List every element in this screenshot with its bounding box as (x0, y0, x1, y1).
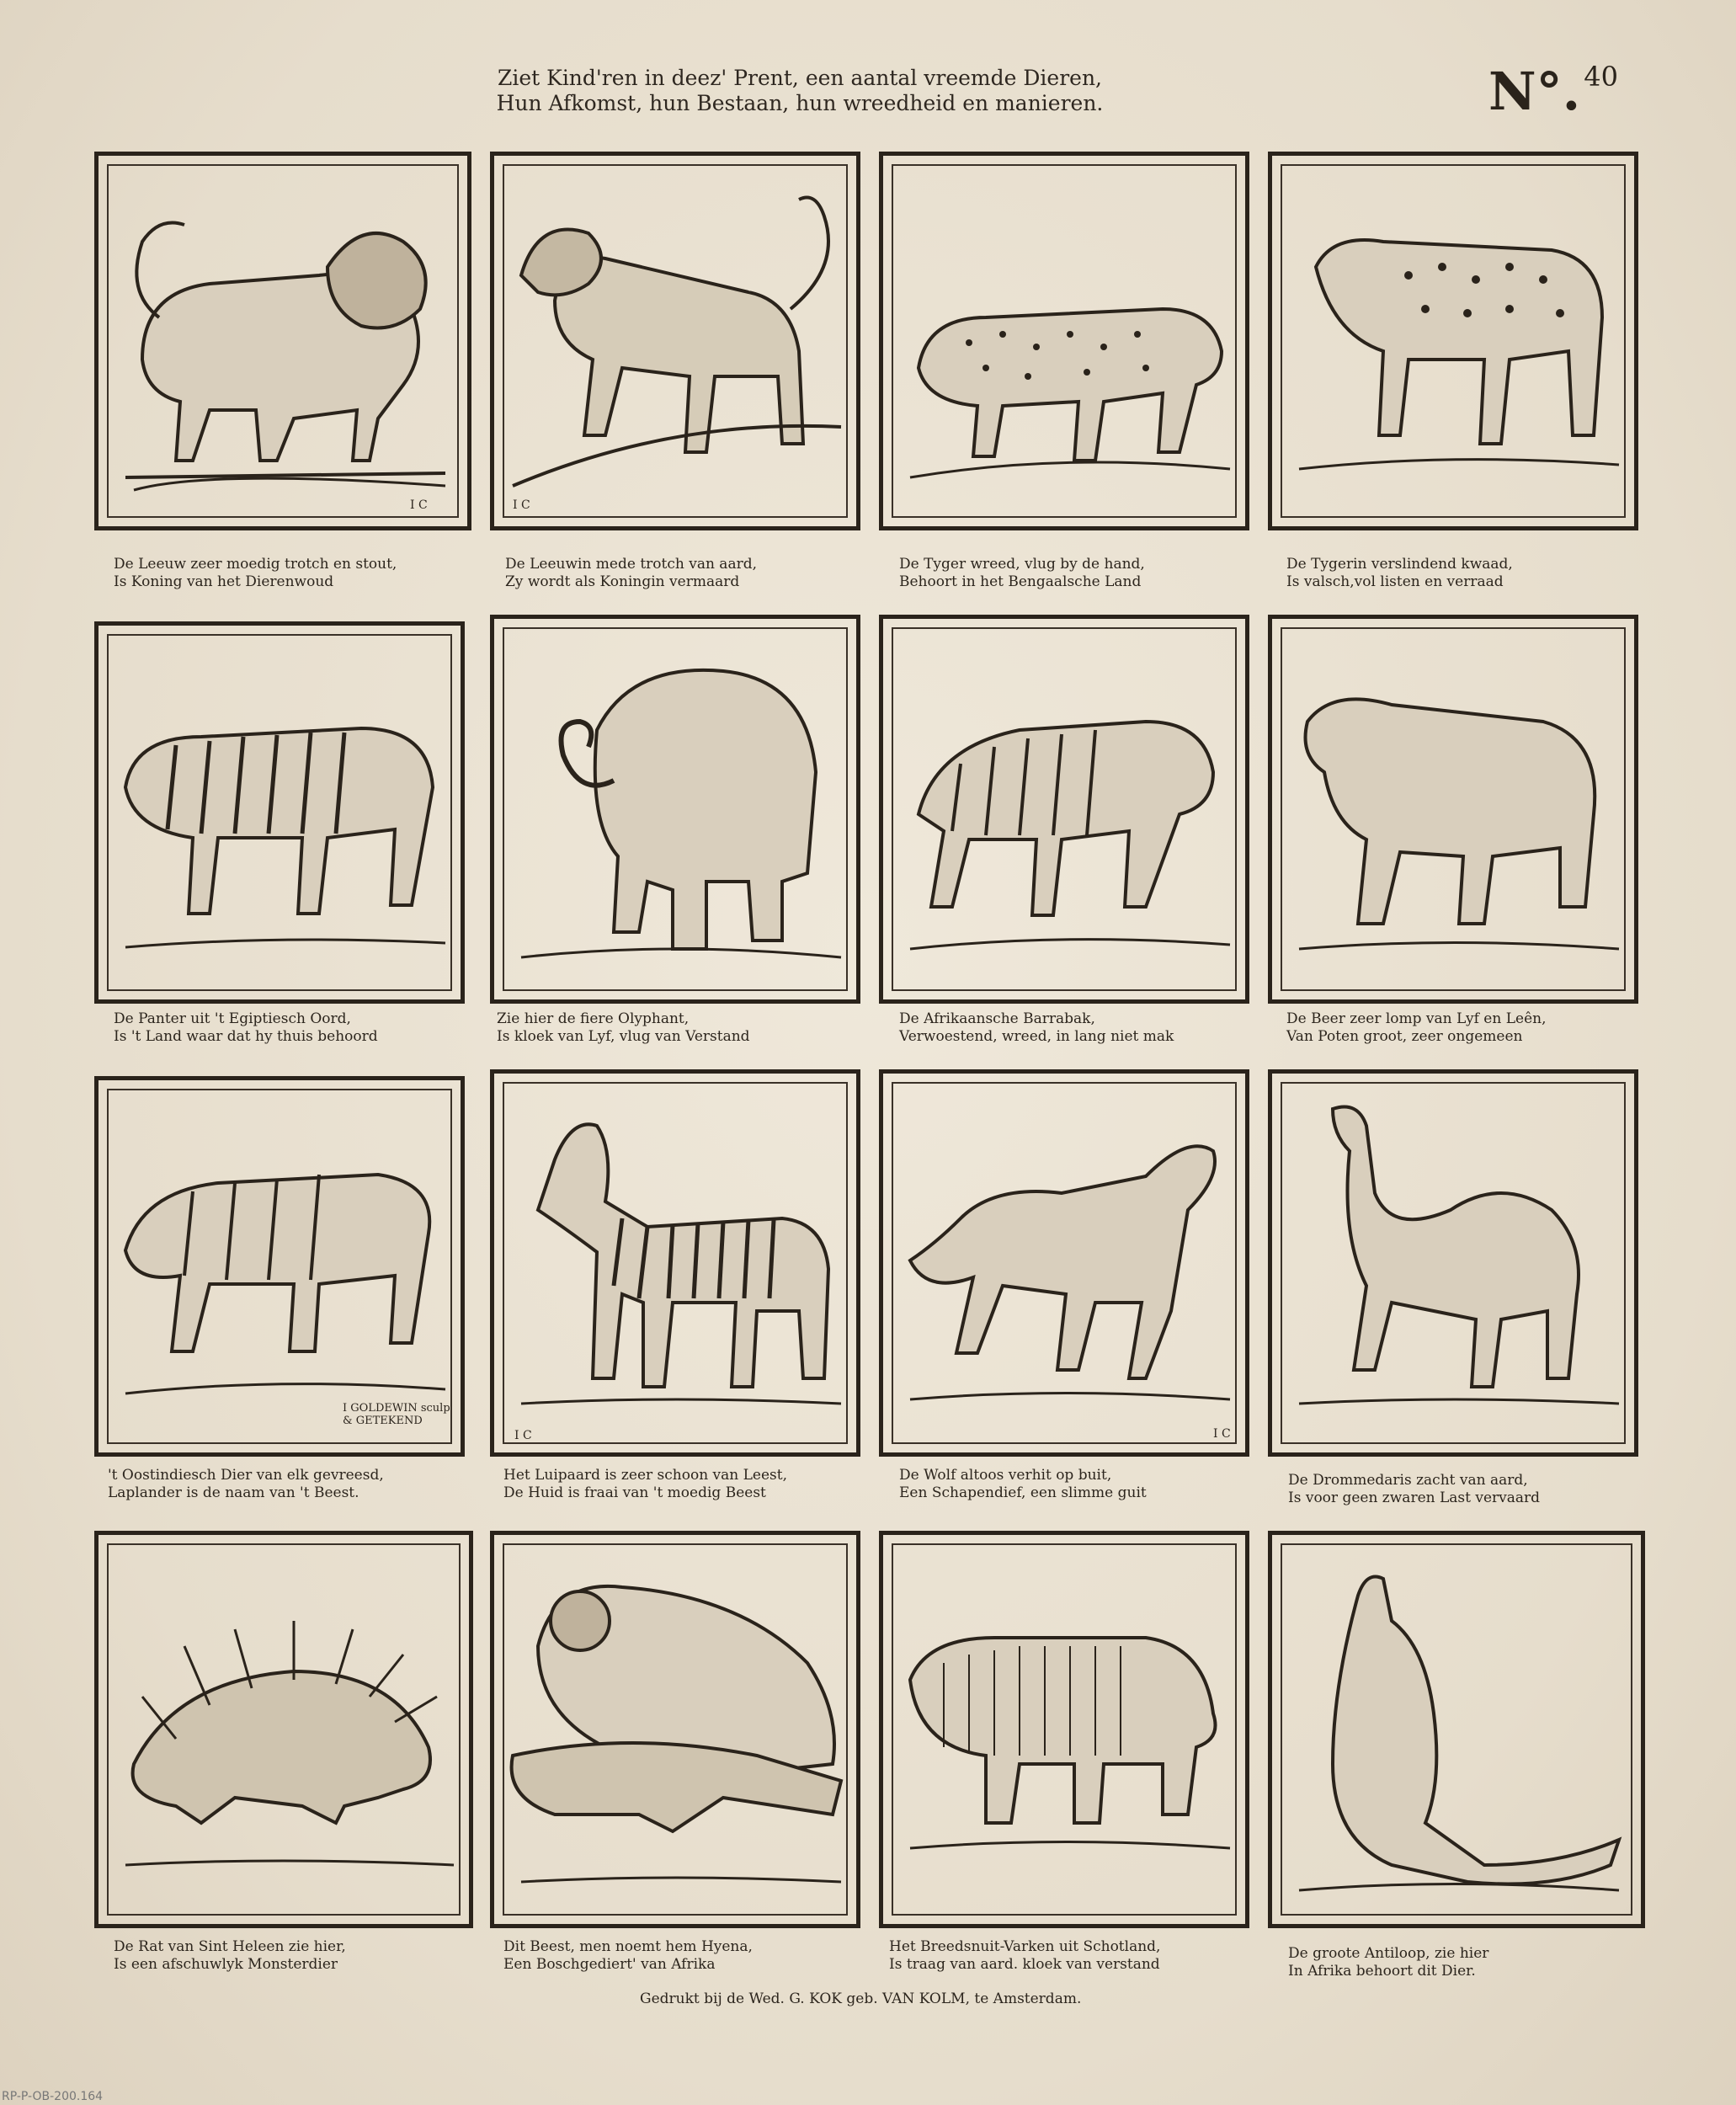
panel-signature: I C (513, 498, 530, 512)
caption-tigress: De Tygerin verslindend kwaad, Is valsch,vol listen en verraad (1286, 556, 1513, 590)
zebra-woodcut (504, 1084, 846, 1442)
caption-kangaroo: De groote Antiloop, zie hier In Afrika behoort dit Dier. (1288, 1945, 1489, 1980)
caption-zebra: Het Luipaard is zeer schoon van Leest, De Huid is fraai van 't moedig Beest (503, 1467, 788, 1501)
woodcut-frame-wolf (879, 1069, 1249, 1457)
caption-tiger: De Tyger wreed, vlug by de hand, Behoort in het Bengaalsche Land (899, 556, 1145, 590)
kangaroo-woodcut (1282, 1545, 1631, 1914)
woodcut-frame-lioness (490, 152, 860, 530)
wolf-woodcut (893, 1084, 1235, 1442)
lion-woodcut (109, 166, 457, 516)
number-value: 40 (1584, 61, 1618, 93)
tiger-woodcut (893, 166, 1235, 516)
number-prefix: N°. (1488, 61, 1581, 122)
caption-dromedary: De Drommedaris zacht van aard, Is voor geen zwaren Last vervaard (1288, 1472, 1541, 1506)
caption-barrabak: De Afrikaansche Barrabak, Verwoestend, wreed, in lang niet mak (899, 1010, 1174, 1045)
woodcut-frame-zebra (490, 1069, 860, 1457)
woodcut-frame-kangaroo (1268, 1531, 1645, 1928)
sheet-title (354, 66, 1246, 116)
panel-signature: I C (514, 1429, 532, 1442)
caption-hyena: Dit Beest, men noemt hem Hyena, Een Boschgediert' van Afrika (503, 1938, 753, 1973)
dromedary-woodcut (1282, 1084, 1624, 1442)
printer-imprint: Gedrukt bij de Wed. G. KOK geb. VAN KOLM, te Amsterdam. (640, 1990, 1082, 2007)
caption-elephant: Zie hier de fiere Olyphant, Is kloek van Lyf, vlug van Verstand (497, 1010, 750, 1045)
hog-woodcut (893, 1545, 1235, 1914)
woodcut-frame-tigress (1268, 152, 1638, 530)
sheet-number (1488, 61, 1618, 122)
caption-porcupine: De Rat van Sint Heleen zie hier, Is een afschuwlyk Monsterdier (114, 1938, 346, 1973)
caption-lioness: De Leeuwin mede trotch van aard, Zy wordt als Koningin vermaard (505, 556, 757, 590)
barrabak-woodcut (893, 629, 1235, 989)
bear-woodcut (1282, 629, 1624, 989)
woodcut-frame-lion (94, 152, 471, 530)
panel-signature: I C (1213, 1427, 1231, 1441)
caption-hog: Het Breedsnuit-Varken uit Schotland, Is traag van aard. kloek van verstand (889, 1938, 1161, 1973)
laplander-woodcut (109, 1090, 450, 1442)
tigress-woodcut (1282, 166, 1624, 516)
porcupine-woodcut (109, 1545, 459, 1914)
elephant-woodcut (504, 629, 846, 989)
woodcut-frame-barrabak (879, 615, 1249, 1004)
caption-wolf: De Wolf altoos verhit op buit, Een Schapendief, een slimme guit (899, 1467, 1147, 1501)
hyena-woodcut (504, 1545, 846, 1914)
title-line-1: Ziet Kind'ren in deez' Prent, een aantal vreemde Dieren, (497, 66, 1103, 90)
woodcut-frame-dromedary (1268, 1069, 1638, 1457)
title-line-2: Hun Afkomst, hun Bestaan, hun wreedheid en manieren. (496, 91, 1104, 115)
woodcut-frame-porcupine (94, 1531, 473, 1928)
woodcut-frame-bear (1268, 615, 1638, 1004)
panel-signature: I C (410, 498, 428, 512)
caption-lion: De Leeuw zeer moedig trotch en stout, Is Koning van het Dierenwoud (114, 556, 397, 590)
caption-bear: De Beer zeer lomp van Lyf en Leên, Van Poten groot, zeer ongemeen (1286, 1010, 1547, 1045)
woodcut-frame-hyena (490, 1531, 860, 1928)
catalog-mark: RP-P-OB-200.164 (2, 2090, 104, 2103)
caption-panther: De Panter uit 't Egiptiesch Oord, Is 't Land waar dat hy thuis behoord (114, 1010, 378, 1045)
woodcut-frame-hog (879, 1531, 1249, 1928)
woodcut-frame-laplander (94, 1076, 465, 1457)
woodcut-frame-tiger (879, 152, 1249, 530)
panel-signature: I GOLDEWIN sculp & GETEKEND (343, 1402, 450, 1427)
lioness-woodcut (504, 166, 846, 516)
woodcut-frame-panther (94, 621, 465, 1004)
panther-woodcut (109, 636, 450, 989)
woodcut-frame-elephant (490, 615, 860, 1004)
caption-laplander: 't Oostindiesch Dier van elk gevreesd, Laplander is de naam van 't Beest. (108, 1467, 384, 1501)
